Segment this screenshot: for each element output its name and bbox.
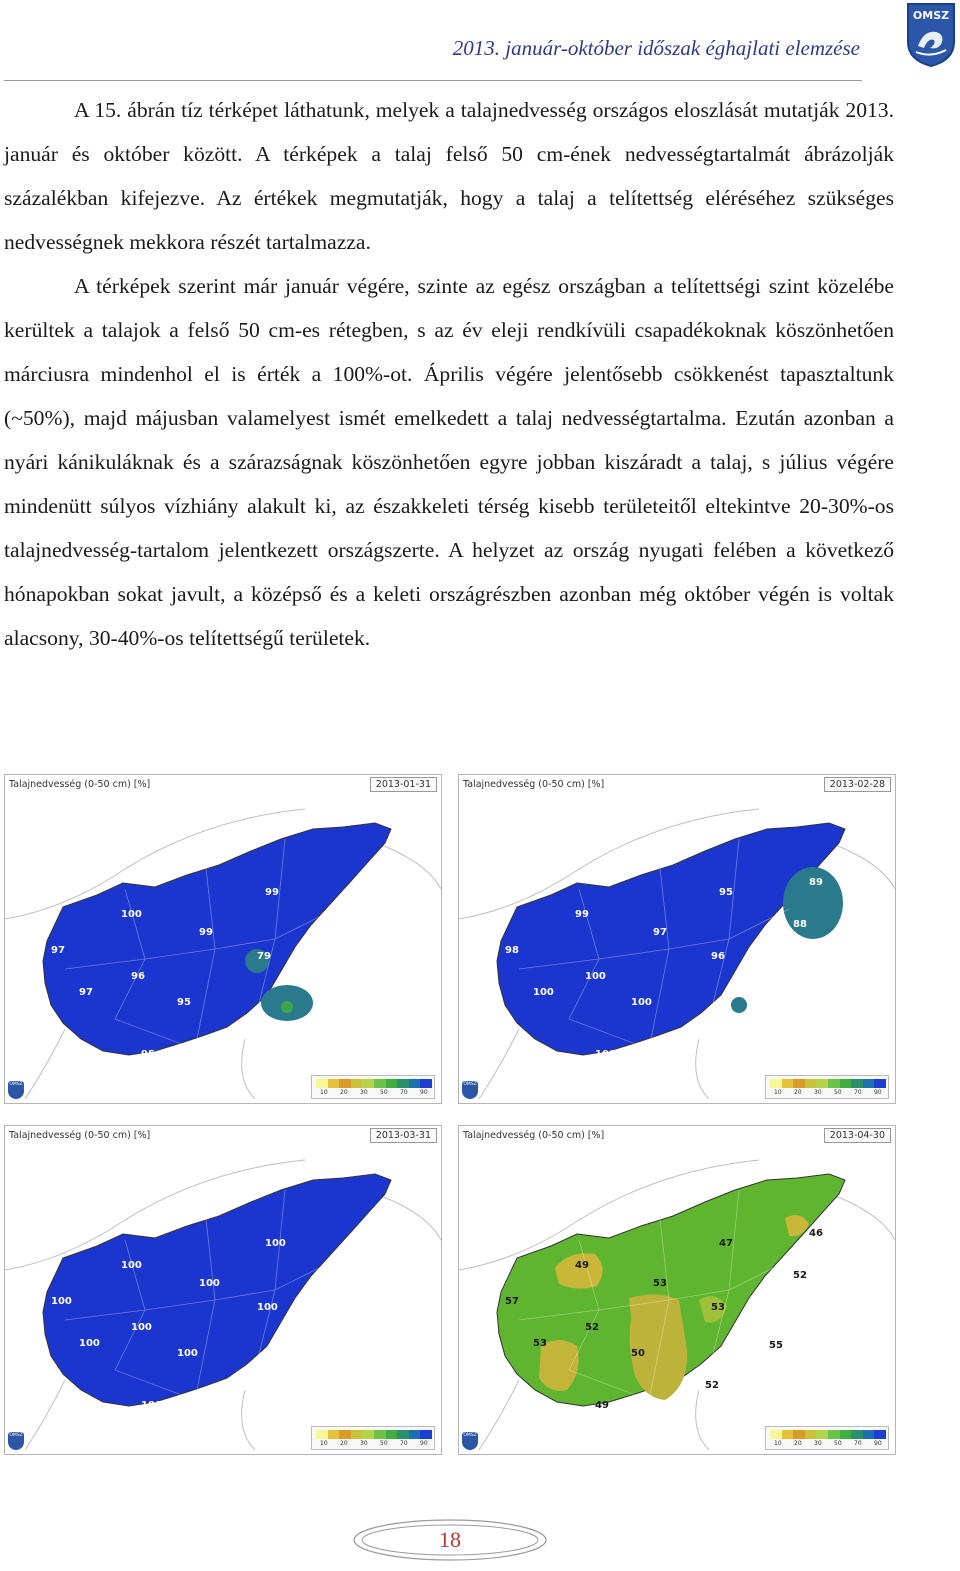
moisture-value-label: 100 [51,1296,72,1307]
map-title: Talajnedvesség (0-50 cm) [%] [9,779,151,790]
moisture-value-label: 52 [585,1322,599,1333]
legend-swatch [863,1430,875,1439]
paragraph-1: A 15. ábrán tíz térképet láthatunk, melyek a talajnedvesség országos eloszlását mutatják 2013. január és október között. A térképek a talaj felső 50 cm-ének nedvességtartalmát ábrázolják százalékban kifejezve. Az értékek megmutatják, hogy a talaj a telítettség eléréséhez szükséges nedvességnek mekkora részét tartalmazza. [4,98,894,254]
legend-swatch [840,1079,852,1088]
legend-swatch [805,1430,817,1439]
moisture-value-label: 99 [575,909,589,920]
moisture-value-label: 100 [265,1238,286,1249]
moisture-value-label: 53 [711,1302,725,1313]
moisture-value-label: 97 [51,945,65,956]
moisture-value-label: 97 [769,989,783,1000]
legend-tick-label: 30 [814,1089,822,1096]
hungary-map [5,799,441,1099]
legend-swatch [782,1430,794,1439]
moisture-value-label: 100 [141,1400,162,1411]
legend-color-bar [770,1430,886,1439]
map-panel-january [4,774,442,1104]
legend-tick-label: 10 [774,1089,782,1096]
map-header [5,1126,441,1148]
moisture-value-label: 88 [793,919,807,930]
legend-swatch [828,1430,840,1439]
legend-tick-label: 90 [874,1440,882,1447]
map-title: Talajnedvesség (0-50 cm) [%] [463,1130,605,1141]
moisture-value-label: 89 [809,877,823,888]
legend-swatch [409,1430,421,1439]
legend-swatch [420,1079,432,1088]
moisture-value-label: 99 [199,927,213,938]
color-legend [765,1426,889,1450]
header-divider [4,80,862,81]
legend-tick-label: 10 [320,1089,328,1096]
moisture-value-label: 100 [705,1029,726,1040]
legend-tick-label: 50 [834,1440,842,1447]
moisture-value-label: 100 [257,1302,278,1313]
moisture-value-label: 99 [265,887,279,898]
color-legend [311,1426,435,1450]
legend-swatch [782,1079,794,1088]
legend-swatch [816,1430,828,1439]
legend-swatch [328,1430,340,1439]
legend-tick-label: 10 [320,1440,328,1447]
legend-swatch [863,1079,875,1088]
legend-swatch [362,1079,374,1088]
map-header [459,1126,895,1148]
moisture-value-label: 57 [505,1296,519,1307]
moisture-value-label: 100 [121,909,142,920]
moisture-value-label: 47 [719,1238,733,1249]
legend-swatch [351,1079,363,1088]
moisture-value-label: 100 [585,971,606,982]
moisture-value-label: 97 [79,987,93,998]
map-date: 2013-02-28 [824,777,891,792]
moisture-value-label: 53 [533,1338,547,1349]
legend-color-bar [770,1079,886,1088]
omsz-logo-icon [906,2,956,68]
legend-swatch [409,1079,421,1088]
map-panel-february [458,774,896,1104]
legend-tick-label: 70 [400,1089,408,1096]
moisture-value-label: 100 [631,997,652,1008]
legend-swatch [420,1430,432,1439]
legend-swatch [770,1079,782,1088]
legend-swatch [339,1430,351,1439]
legend-color-bar [316,1430,432,1439]
moisture-value-label: 98 [251,1029,265,1040]
legend-tick-label: 20 [340,1440,348,1447]
moisture-value-label: 50 [631,1348,645,1359]
moisture-value-label: 98 [505,945,519,956]
hungary-map [459,1150,895,1450]
legend-swatch [851,1430,863,1439]
moisture-value-label: 100 [251,1380,272,1391]
omsz-small-logo-icon: OMSZ [8,1432,24,1450]
moisture-value-label: 100 [355,877,376,888]
moisture-value-label: 100 [533,987,554,998]
body-text [4,88,894,660]
map-header [459,775,895,797]
legend-swatch [770,1430,782,1439]
legend-swatch [386,1430,398,1439]
moisture-value-label: 100 [315,1340,336,1351]
legend-swatch [793,1079,805,1088]
logo-text: OMSZ [912,9,950,22]
legend-swatch [328,1079,340,1088]
legend-tick-label: 50 [834,1089,842,1096]
page-number-badge [350,1516,550,1564]
legend-swatch [397,1079,409,1088]
legend-tick-label: 20 [340,1089,348,1096]
moisture-value-label: 52 [793,1270,807,1281]
moisture-value-label: 100 [79,1338,100,1349]
map-panel-april [458,1125,896,1455]
moisture-value-label: 95 [141,1049,155,1060]
legend-swatch [339,1079,351,1088]
map-title: Talajnedvesség (0-50 cm) [%] [463,779,605,790]
moisture-value-label: 100 [339,1270,360,1281]
paragraph-2: A térképek szerint már január végére, szinte az egész országban a telítettségi szint közelébe kerültek a talajok a felső 50 cm-es rétegben, s az év eleji rendkívüli csapadékoknak köszönhetően márciusra mindenhol el is érték a 100%-ot. Április végére jelentősebb csökkenést tapasztaltunk (~50%), majd májusban valamelyest ismét emelkedett a talaj nedvességtartalma. Ezután azonban a nyári kánikuláknak és a szárazságnak köszönhetően egyre jobban kiszáradt a talaj, s július végére mindenütt súlyos vízhiány alakult ki, az északkeleti térség kisebb területeitől eltekintve 20-30%-os talajnedvesség-tartalom jelentkezett országszerte. A helyzet az ország nyugati felében a következő hónapokban sokat javult, a középső és a keleti országrészben azonban még október végén is voltak alacsony, 30-40%-os telítettségű területek. [4,274,894,650]
legend-swatch [793,1430,805,1439]
legend-swatch [874,1079,886,1088]
map-date: 2013-04-30 [824,1128,891,1143]
hungary-map [459,799,895,1099]
moisture-value-label: 79 [257,951,271,962]
moisture-value-label: 53 [653,1278,667,1289]
legend-tick-label: 70 [400,1440,408,1447]
moisture-value-label: 100 [131,1322,152,1333]
legend-tick-label: 50 [380,1089,388,1096]
legend-swatch [316,1079,328,1088]
moisture-value-label: 46 [809,1228,823,1239]
legend-swatch [374,1430,386,1439]
legend-tick-label: 90 [420,1440,428,1447]
document-title: 2013. január-október időszak éghajlati elemzése [452,36,860,60]
legend-tick-label: 30 [360,1440,368,1447]
moisture-value-label: 95 [719,887,733,898]
omsz-small-logo-icon: OMSZ [8,1081,24,1099]
legend-swatch [816,1079,828,1088]
moisture-value-label: 55 [769,1340,783,1351]
moisture-value-label: 52 [705,1380,719,1391]
page-number: 18 [439,1527,461,1552]
legend-swatch [805,1079,817,1088]
moisture-value-label: 100 [315,989,336,1000]
moisture-region [731,997,747,1013]
map-header [5,775,441,797]
legend-tick-label: 10 [774,1440,782,1447]
legend-tick-label: 30 [814,1440,822,1447]
legend-swatch [374,1079,386,1088]
legend-tick-label: 90 [420,1089,428,1096]
legend-tick-label: 50 [380,1440,388,1447]
hungary-map [5,1150,441,1450]
map-date: 2013-01-31 [370,777,437,792]
legend-tick-label: 20 [794,1089,802,1096]
legend-swatch [397,1430,409,1439]
moisture-value-label: 100 [595,1049,616,1060]
legend-tick-label: 70 [854,1440,862,1447]
legend-swatch [351,1430,363,1439]
moisture-region [281,1001,293,1013]
moisture-value-label: 96 [131,971,145,982]
omsz-small-logo-icon: OMSZ [462,1432,478,1450]
map-date: 2013-03-31 [370,1128,437,1143]
legend-tick-label: 30 [360,1089,368,1096]
color-legend [765,1075,889,1099]
map-title: Talajnedvesség (0-50 cm) [%] [9,1130,151,1141]
moisture-value-label: 49 [595,1400,609,1411]
legend-swatch [386,1079,398,1088]
moisture-value-label: 49 [575,1260,589,1271]
legend-tick-label: 70 [854,1089,862,1096]
omsz-small-logo-icon: OMSZ [462,1081,478,1099]
moisture-value-label: 95 [177,997,191,1008]
legend-swatch [851,1079,863,1088]
legend-swatch [362,1430,374,1439]
legend-swatch [874,1430,886,1439]
legend-color-bar [316,1079,432,1088]
legend-tick-label: 90 [874,1089,882,1096]
legend-swatch [840,1430,852,1439]
legend-tick-label: 20 [794,1440,802,1447]
moisture-value-label: 100 [339,919,360,930]
legend-swatch [316,1430,328,1439]
moisture-value-label: 100 [355,1228,376,1239]
moisture-value-label: 100 [199,1278,220,1289]
moisture-value-label: 100 [177,1348,198,1359]
color-legend [311,1075,435,1099]
moisture-value-label: 100 [121,1260,142,1271]
map-panel-march [4,1125,442,1455]
moisture-value-label: 96 [711,951,725,962]
legend-swatch [828,1079,840,1088]
moisture-value-label: 97 [653,927,667,938]
